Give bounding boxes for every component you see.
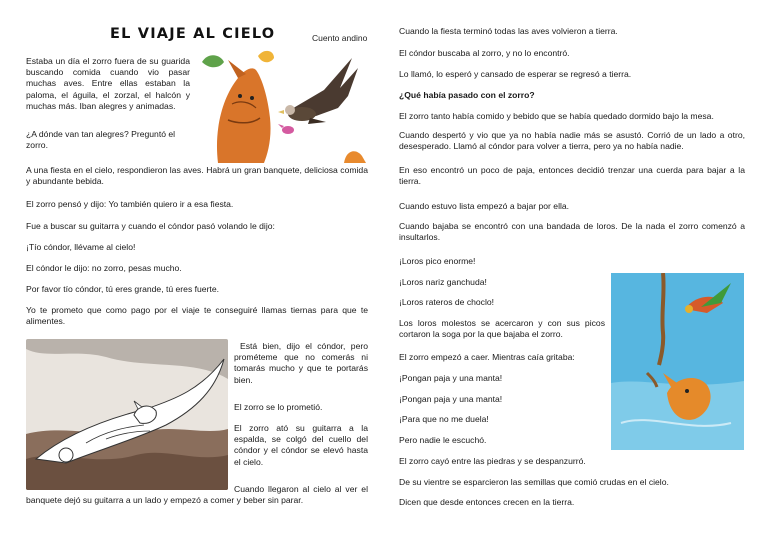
right-paragraph-7: En eso encontró un poco de paja, entonces decidió trenzar una cuerda para bajar a la tierra.: [399, 165, 745, 187]
story-title: EL VIAJE AL CIELO: [110, 26, 276, 42]
left-paragraph-12: El zorro ató su guitarra a la espalda, se colgó del cuello del cóndor y el cóndor se elevó hasta el cielo.: [234, 423, 368, 467]
right-paragraph-8: Cuando estuvo lista empezó a bajar por ella.: [399, 201, 570, 211]
left-paragraph-9: Yo te prometo que como pago por el viaje te conseguiré llamas tiernas para que te alimentes.: [26, 305, 368, 327]
right-paragraph-2: El cóndor buscaba al zorro, y no lo encontró.: [399, 48, 570, 58]
yellow-bird-icon: [258, 51, 274, 62]
right-paragraph-17: ¡Para que no me duela!: [399, 414, 489, 424]
right-paragraph-18: Pero nadie le escuchó.: [399, 435, 487, 445]
fox-icon: [217, 60, 271, 163]
right-paragraph-15: ¡Pongan paja y una manta!: [399, 373, 503, 383]
left-paragraph-3: A una fiesta en el cielo, respondieron las aves. Habrá un gran banquete, deliciosa comida y abundante bebida.: [26, 165, 368, 187]
left-paragraph-1: Estaba un día el zorro fuera de su guarida buscando comida cuando vio pasar muchas aves. Entre ellas estaban la paloma, el águila, el zorzal, el halcón y muchas más. Iban alegres y animadas.: [26, 56, 190, 111]
right-paragraph-19: El zorro cayó entre las piedras y se despanzurró.: [399, 456, 586, 466]
right-paragraph-13: Los loros molestos se acercaron y con sus picos cortaron la soga por la que bajaba el zorro.: [399, 318, 605, 340]
right-paragraph-16: ¡Pongan paja y una manta!: [399, 394, 503, 404]
pink-bird-icon: [278, 124, 294, 134]
right-paragraph-14: El zorro empezó a caer. Mientras caía gritaba:: [399, 352, 575, 362]
left-paragraph-7: El cóndor le dijo: no zorro, pesas mucho.: [26, 263, 182, 273]
right-paragraph-10: ¡Loros pico enorme!: [399, 256, 476, 266]
right-paragraph-5: El zorro tanto había comido y bebido que se había quedado dormido bajo la mesa.: [399, 111, 714, 121]
orange-bird-icon: [344, 151, 366, 163]
left-paragraph-4: El zorro pensó y dijo: Yo también quiero ir a esa fiesta.: [26, 199, 234, 209]
left-paragraph-11: El zorro se lo prometió.: [234, 402, 323, 412]
left-paragraph-13: Cuando llegaron al cielo al ver el banquete dejó su guitarra a un lado y empezó a comer y beber sin parar.: [26, 484, 368, 506]
right-paragraph-21: Dicen que desde entonces crecen en la tierra.: [399, 497, 575, 507]
parrots-cutting-rope-illustration: [611, 273, 744, 450]
story-subtitle: Cuento andino: [312, 33, 368, 43]
left-paragraph-2: ¿A dónde van tan alegres? Preguntó el zorro.: [26, 129, 176, 151]
condor-icon: [278, 58, 358, 124]
right-paragraph-9: Cuando bajaba se encontró con una bandada de loros. De la nada el zorro comenzó a insultarlos.: [399, 221, 745, 243]
left-paragraph-5: Fue a buscar su guitarra y cuando el cóndor pasó volando le dijo:: [26, 221, 275, 231]
fox-birds-illustration: [198, 48, 366, 163]
right-paragraph-6: Cuando despertó y vio que ya no había nadie más se asustó. Corrió de un lado a otro, desesperado. Llamó al cóndor para volver a tierra, pero ya no había nadie.: [399, 130, 745, 152]
right-paragraph-11: ¡Loros nariz ganchuda!: [399, 277, 487, 287]
right-paragraph-20: De su vientre se esparcieron las semillas que comió crudas en el cielo.: [399, 477, 669, 487]
right-paragraph-12: ¡Loros rateros de choclo!: [399, 297, 495, 307]
left-paragraph-6: ¡Tío cóndor, llévame al cielo!: [26, 242, 136, 252]
left-paragraph-8: Por favor tío cóndor, tú eres grande, tú eres fuerte.: [26, 284, 219, 294]
right-paragraph-4: ¿Qué había pasado con el zorro?: [399, 90, 535, 100]
left-paragraph-10: Está bien, dijo el cóndor, pero prométeme que no comerás ni tomarás mucho y que te portarás bien.: [234, 341, 368, 385]
right-paragraph-1: Cuando la fiesta terminó todas las aves volvieron a tierra.: [399, 26, 618, 36]
condor-carrying-fox-illustration: [26, 339, 228, 490]
green-bird-icon: [202, 55, 224, 67]
right-paragraph-3: Lo llamó, lo esperó y cansado de esperar se regresó a tierra.: [399, 69, 632, 79]
